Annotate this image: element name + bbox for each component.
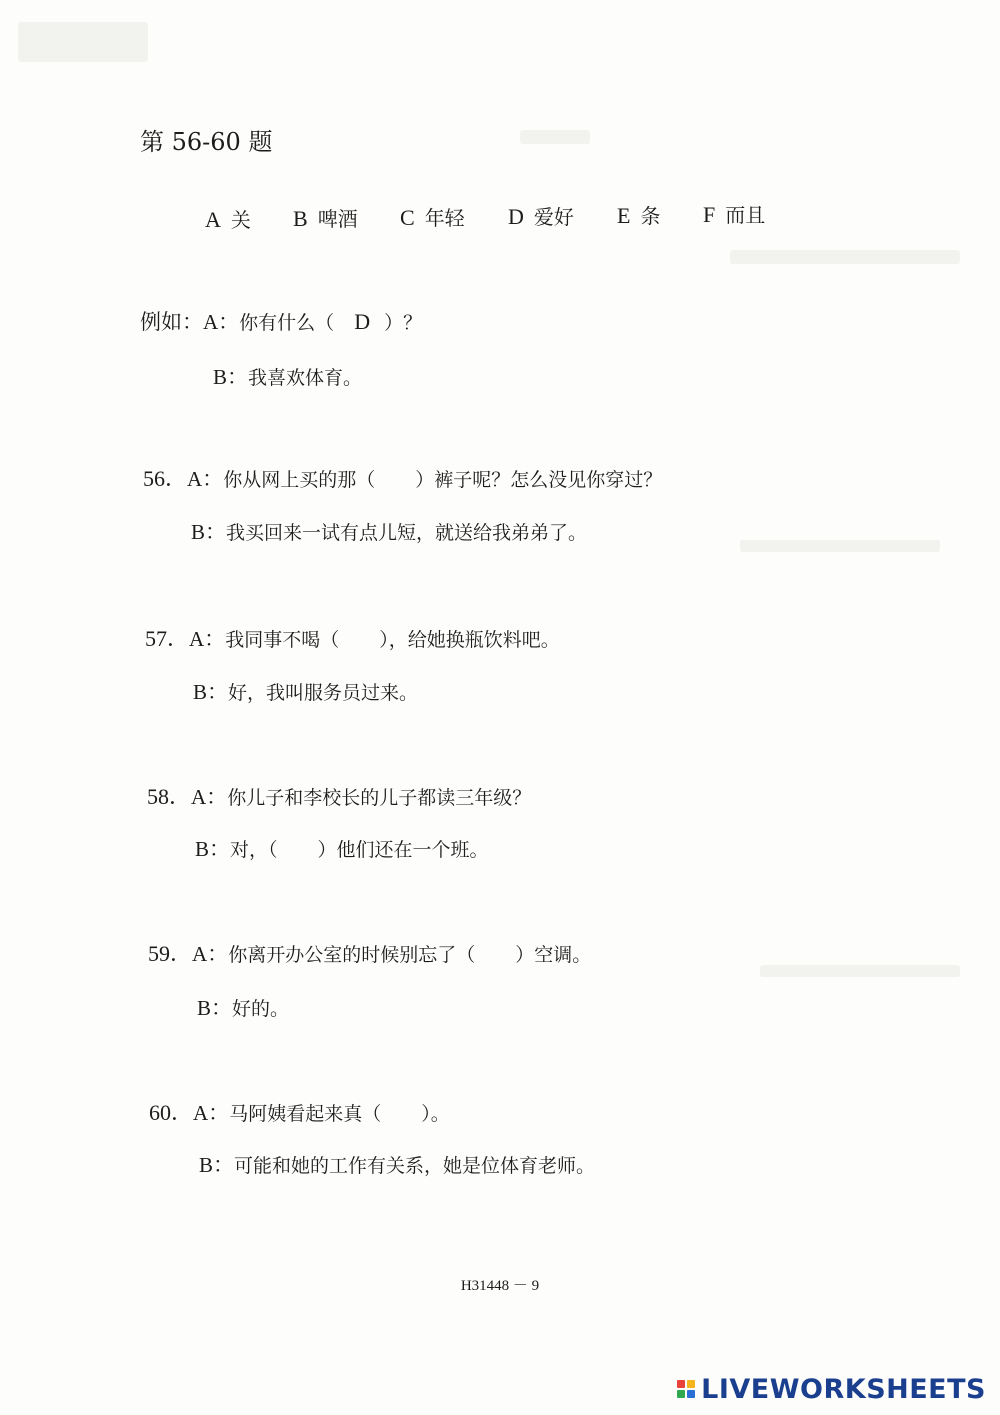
question-56-a: 56．A：你从网上买的那（ ）裤子呢？怎么没见你穿过？: [143, 466, 663, 491]
question-56-b: B：我买回来一试有点儿短，就送给我弟弟了。: [191, 520, 588, 544]
word-option-f: F 而且: [703, 202, 766, 227]
answer-blank-60[interactable]: [381, 1100, 421, 1120]
answer-blank-57[interactable]: [339, 626, 379, 646]
liveworksheets-wordmark: LIVEWORKSHEETS: [701, 1373, 986, 1405]
example-answer: D: [354, 309, 371, 334]
example-line-b: B：我喜欢体育。: [213, 365, 363, 389]
bleed-through-mark: [740, 540, 940, 552]
word-option-a: A 关: [205, 207, 251, 232]
page-footer: H31448 － 9: [460, 1278, 540, 1294]
question-60-a: 60．A：马阿姨看起来真（ ）。: [149, 1100, 450, 1125]
word-option-b: B 啤酒: [293, 206, 358, 231]
section-title: 第 56-60 题: [140, 128, 273, 156]
bleed-through-mark: [520, 130, 590, 144]
word-bank: [205, 200, 805, 230]
question-57-a: 57．A：我同事不喝（ ），给她换瓶饮料吧。: [145, 626, 560, 651]
question-58-a: 58．A：你儿子和李校长的儿子都读三年级？: [147, 784, 532, 809]
answer-blank-59[interactable]: [475, 941, 515, 961]
question-59-a: 59．A：你离开办公室的时候别忘了（ ）空调。: [148, 941, 592, 966]
word-option-c: C 年轻: [400, 205, 465, 230]
bleed-through-mark: [18, 22, 148, 62]
question-58-b: B：对，（ ）他们还在一个班。: [195, 837, 489, 861]
answer-blank-56[interactable]: [375, 466, 415, 486]
bleed-through-mark: [730, 250, 960, 264]
word-option-d: D 爱好: [508, 204, 574, 229]
question-60-b: B：可能和她的工作有关系，她是位体育老师。: [199, 1153, 596, 1177]
word-option-e: E 条: [617, 203, 661, 228]
answer-blank-58[interactable]: [278, 836, 318, 856]
bleed-through-mark: [760, 965, 960, 977]
liveworksheets-brand[interactable]: [677, 1373, 986, 1405]
liveworksheets-logo-icon: [677, 1380, 695, 1398]
question-59-b: B：好的。: [197, 996, 290, 1020]
example-line-a: 例如：A：你有什么（ D ）？: [140, 309, 423, 334]
question-57-b: B：好，我叫服务员过来。: [193, 680, 419, 704]
